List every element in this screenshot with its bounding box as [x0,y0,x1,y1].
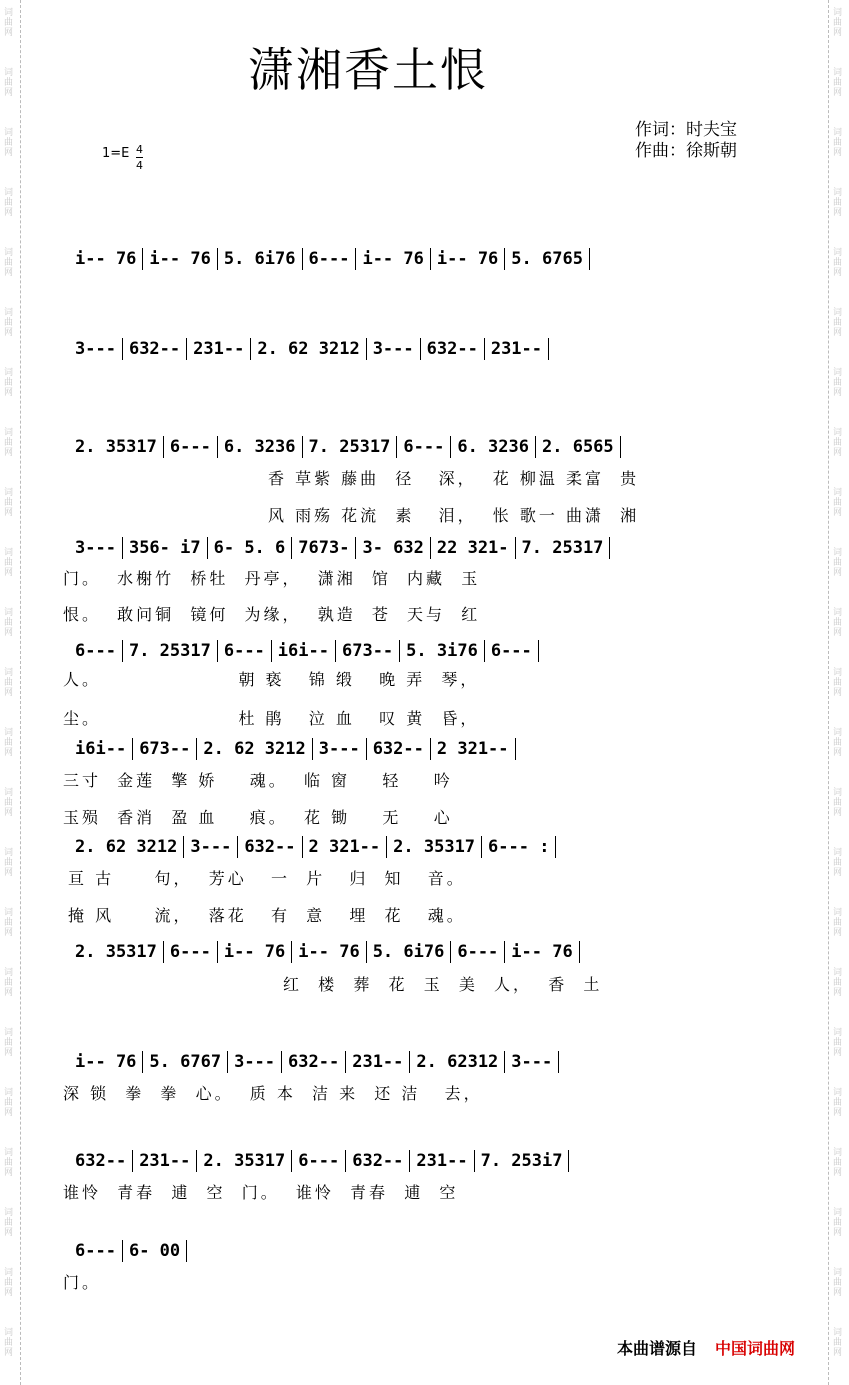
notation-row [75,248,775,270]
bar-line [132,738,133,760]
bar-line [122,338,123,360]
bar-line [366,338,367,360]
bar-line [484,338,485,360]
measure: i-- 76 [149,249,211,269]
measure: 6--- : [488,837,550,857]
measure: 673-- [341,641,394,661]
watermark-text: 词曲网 [833,368,843,398]
measure: 632-- [426,339,478,359]
measure: 6- 5. 6 [213,538,286,558]
watermark-text: 词曲网 [4,668,14,698]
measure: 3--- [234,1052,276,1072]
bar-line [186,1240,187,1262]
watermark-text: 词曲网 [4,188,14,218]
bar-line [504,1051,505,1073]
bar-line [207,537,208,559]
watermark-text: 词曲网 [4,1208,14,1238]
measure: 2 321-- [308,837,381,857]
bar-line [302,248,303,270]
left-watermark-strip [0,0,21,1385]
watermark-text: 词曲网 [833,488,843,518]
bar-line [366,738,367,760]
watermark-text: 词曲网 [833,1268,843,1298]
bar-line [122,1240,123,1262]
watermark-text: 词曲网 [833,1208,843,1238]
watermark-text: 词曲网 [833,668,843,698]
measure: i6i-- [75,739,127,759]
watermark-text: 词曲网 [4,128,14,158]
lyric-line: 门。 [63,1273,102,1292]
bar-line [196,1150,197,1172]
credits [635,120,737,162]
measure: 632-- [352,1151,404,1171]
measure: 7673- [298,538,350,558]
watermark-text: 词曲网 [4,8,14,38]
bar-line [122,537,123,559]
bar-line [396,436,397,458]
bar-line [302,436,303,458]
measure: 5. 3i76 [406,641,478,661]
composer: 作曲：徐斯朝 [635,141,737,161]
watermark-text: 词曲网 [4,248,14,278]
bar-line [271,640,272,662]
watermark-text: 词曲网 [833,428,843,458]
bar-line [430,537,431,559]
bar-line [515,738,516,760]
bar-line [450,941,451,963]
bar-line [481,836,482,858]
bar-line [291,537,292,559]
notation-row [75,738,775,760]
measure: 2. 35317 [393,837,476,857]
watermark-text: 词曲网 [4,488,14,518]
measure: 6--- [75,641,116,661]
song-title: 潇湘香土恨 [248,43,488,97]
bar-line [568,1150,569,1172]
notation-row [75,836,775,858]
lyric-line: 玉殒 香消 盈 血 痕。 花 锄 无 心 [63,808,453,827]
measure: 5. 6i76 [223,249,296,269]
watermark-text: 词曲网 [4,908,14,938]
watermark-text: 词曲网 [833,1028,843,1058]
measure: 3--- [511,1052,553,1072]
measure: 2. 62 3212 [75,837,178,857]
watermark-text: 词曲网 [4,1028,14,1058]
bar-line [430,738,431,760]
measure: 2. 62 3212 [203,739,306,759]
bar-line [142,1051,143,1073]
measure: 6. 3236 [457,437,529,457]
bar-line [420,338,421,360]
measure: i-- 76 [223,942,286,962]
measure: 356- i7 [128,538,201,558]
watermark-text: 词曲网 [4,1328,14,1358]
time-sig-top: 4 [136,143,143,156]
measure: 6--- [298,1151,340,1171]
measure: 22 321- [436,538,509,558]
measure: 7. 25317 [128,641,211,661]
watermark-text: 词曲网 [4,68,14,98]
measure: 2. 6565 [542,437,614,457]
lyric-line: 风 雨殇 花流 素 泪， 怅 歌一 曲潇 湘 [268,506,640,525]
bar-line [589,248,590,270]
bar-line [538,640,539,662]
lyric-line: 三寸 金莲 擎 娇 魂。 临 窗 轻 吟 [63,771,453,790]
notation-row [75,941,775,963]
bar-line [474,1150,475,1172]
measure: 3- 632 [362,538,424,558]
watermark-text: 词曲网 [833,1328,843,1358]
lyric-line: 人。 朝 亵 锦 缎 晚 弄 琴， [63,670,480,689]
lyric-line: 香 草紫 藤曲 径 深， 花 柳温 柔富 贵 [268,469,640,488]
measure: 632-- [75,1151,127,1171]
bar-line [484,640,485,662]
watermark-text: 词曲网 [833,788,843,818]
watermark-text: 词曲网 [4,1268,14,1298]
bar-line [217,941,218,963]
measure: 673-- [139,739,191,759]
measure: 6--- [490,641,532,661]
measure: 6- 00 [128,1241,181,1261]
bar-line [609,537,610,559]
measure: 6. 3236 [223,437,296,457]
watermark-text: 词曲网 [833,848,843,878]
measure: i-- 76 [75,1052,137,1072]
measure: 5. 6765 [511,249,583,269]
measure: 632-- [244,837,296,857]
source-text: 本曲谱源自 [617,1339,698,1358]
bar-line [217,248,218,270]
time-signature [136,144,143,171]
watermark-text: 词曲网 [833,608,843,638]
watermark-text: 词曲网 [833,1148,843,1178]
measure: 6--- [457,942,499,962]
measure: 231-- [193,339,245,359]
watermark-text: 词曲网 [4,788,14,818]
bar-line [504,941,505,963]
measure: 2. 35317 [75,437,157,457]
lyric-line: 红 楼 葬 花 玉 美 人， 香 土 [283,975,603,994]
watermark-text: 词曲网 [833,548,843,578]
bar-line [430,248,431,270]
measure: 6--- [169,942,211,962]
measure: 6--- [308,249,350,269]
notation-row [75,1240,775,1262]
notation-row [75,338,775,360]
notation-row [75,1150,775,1172]
bar-line [302,836,303,858]
bar-line [163,941,164,963]
watermark-text: 词曲网 [4,728,14,758]
measure: 6--- [403,437,445,457]
measure: 2. 35317 [203,1151,286,1171]
watermark-text: 词曲网 [833,728,843,758]
measure: 231-- [416,1151,468,1171]
lyric-line: 掩 风 流， 落花 有 意 埋 花 魂。 [68,906,466,925]
measure: 5. 6i76 [372,942,445,962]
measure: 7. 25317 [521,538,604,558]
bar-line [250,338,251,360]
watermark-text: 词曲网 [833,248,843,278]
watermark-text: 词曲网 [833,68,843,98]
bar-line [335,640,336,662]
notation-row [75,436,775,458]
watermark-text: 词曲网 [4,548,14,578]
measure: i-- 76 [298,942,360,962]
measure: i6i-- [277,641,329,661]
watermark-text: 词曲网 [4,1088,14,1118]
measure: 6--- [223,641,265,661]
measure: 632-- [372,739,424,759]
bar-line [555,836,556,858]
bar-line [163,436,164,458]
measure: 6--- [75,1241,116,1261]
bar-line [227,1051,228,1073]
bar-line [291,1150,292,1172]
measure: i-- 76 [511,942,573,962]
watermark-text: 词曲网 [4,968,14,998]
lyric-line: 恨。 敢问铜 镜何 为缘， 孰造 苍 天与 红 [63,605,481,624]
bar-line [183,836,184,858]
bar-line [366,941,367,963]
measure: 231-- [490,339,543,359]
bar-line [355,248,356,270]
measure: i-- 76 [362,249,424,269]
measure: 231-- [352,1052,404,1072]
measure: 231-- [139,1151,191,1171]
bar-line [620,436,621,458]
lyric-line: 谁怜 青春 逋 空 门。 谁怜 青春 逋 空 [63,1183,459,1202]
watermark-text: 词曲网 [833,188,843,218]
bar-line [291,941,292,963]
measure: 3--- [372,339,414,359]
measure: 7. 25317 [308,437,391,457]
measure: 2. 62 3212 [257,339,360,359]
watermark-text: 词曲网 [4,1148,14,1178]
bar-line [142,248,143,270]
bar-line [132,1150,133,1172]
bar-line [237,836,238,858]
watermark-text: 词曲网 [833,8,843,38]
bar-line [281,1051,282,1073]
bar-line [409,1150,410,1172]
measure: 6--- [169,437,211,457]
watermark-text: 词曲网 [833,1088,843,1118]
bar-line [122,640,123,662]
watermark-text: 词曲网 [4,368,14,398]
bar-line [409,1051,410,1073]
bar-line [217,640,218,662]
bar-line [312,738,313,760]
key-signature: 1=E [102,146,130,161]
watermark-text: 词曲网 [833,308,843,338]
measure: 3--- [190,837,232,857]
source-brand: 中国词曲网 [715,1339,796,1358]
measure: 7. 253i7 [480,1151,563,1171]
bar-line [535,436,536,458]
watermark-text: 词曲网 [833,968,843,998]
watermark-text: 词曲网 [4,848,14,878]
lyricist: 作词：时夫宝 [635,120,737,140]
measure: i-- 76 [75,249,137,269]
measure: 5. 6767 [149,1052,222,1072]
measure: 632-- [128,339,181,359]
time-sig-bottom: 4 [136,159,143,172]
watermark-text: 词曲网 [4,308,14,338]
watermark-text: 词曲网 [4,608,14,638]
bar-line [355,537,356,559]
bar-line [450,436,451,458]
measure: 2. 35317 [75,942,157,962]
measure: i-- 76 [436,249,499,269]
lyric-line: 深 锁 拳 拳 心。 质 本 洁 来 还 洁 去， [63,1084,483,1103]
source-credit [617,1336,795,1359]
measure: 2. 62312 [416,1052,499,1072]
bar-line [548,338,549,360]
measure: 3--- [75,339,116,359]
lyric-line: 门。 水榭竹 桥牡 丹亭， 潇湘 馆 内藏 玉 [63,569,481,588]
bar-line [217,436,218,458]
notation-row [75,1051,775,1073]
measure: 632-- [288,1052,340,1072]
bar-line [399,640,400,662]
bar-line [504,248,505,270]
lyric-line: 亘 古 句， 芳心 一 片 归 知 音。 [68,869,466,888]
bar-line [196,738,197,760]
bar-line [386,836,387,858]
measure: 2 321-- [436,739,509,759]
right-watermark-strip [828,0,849,1385]
notation-row [75,537,775,559]
measure: 3--- [318,739,360,759]
watermark-text: 词曲网 [833,908,843,938]
bar-line [558,1051,559,1073]
watermark-text: 词曲网 [833,128,843,158]
bar-line [515,537,516,559]
lyric-line: 尘。 杜 鹃 泣 血 叹 黄 昏， [63,709,480,728]
notation-row [75,640,775,662]
watermark-text: 词曲网 [4,428,14,458]
bar-line [186,338,187,360]
measure: 3--- [75,538,116,558]
bar-line [345,1150,346,1172]
bar-line [579,941,580,963]
bar-line [345,1051,346,1073]
